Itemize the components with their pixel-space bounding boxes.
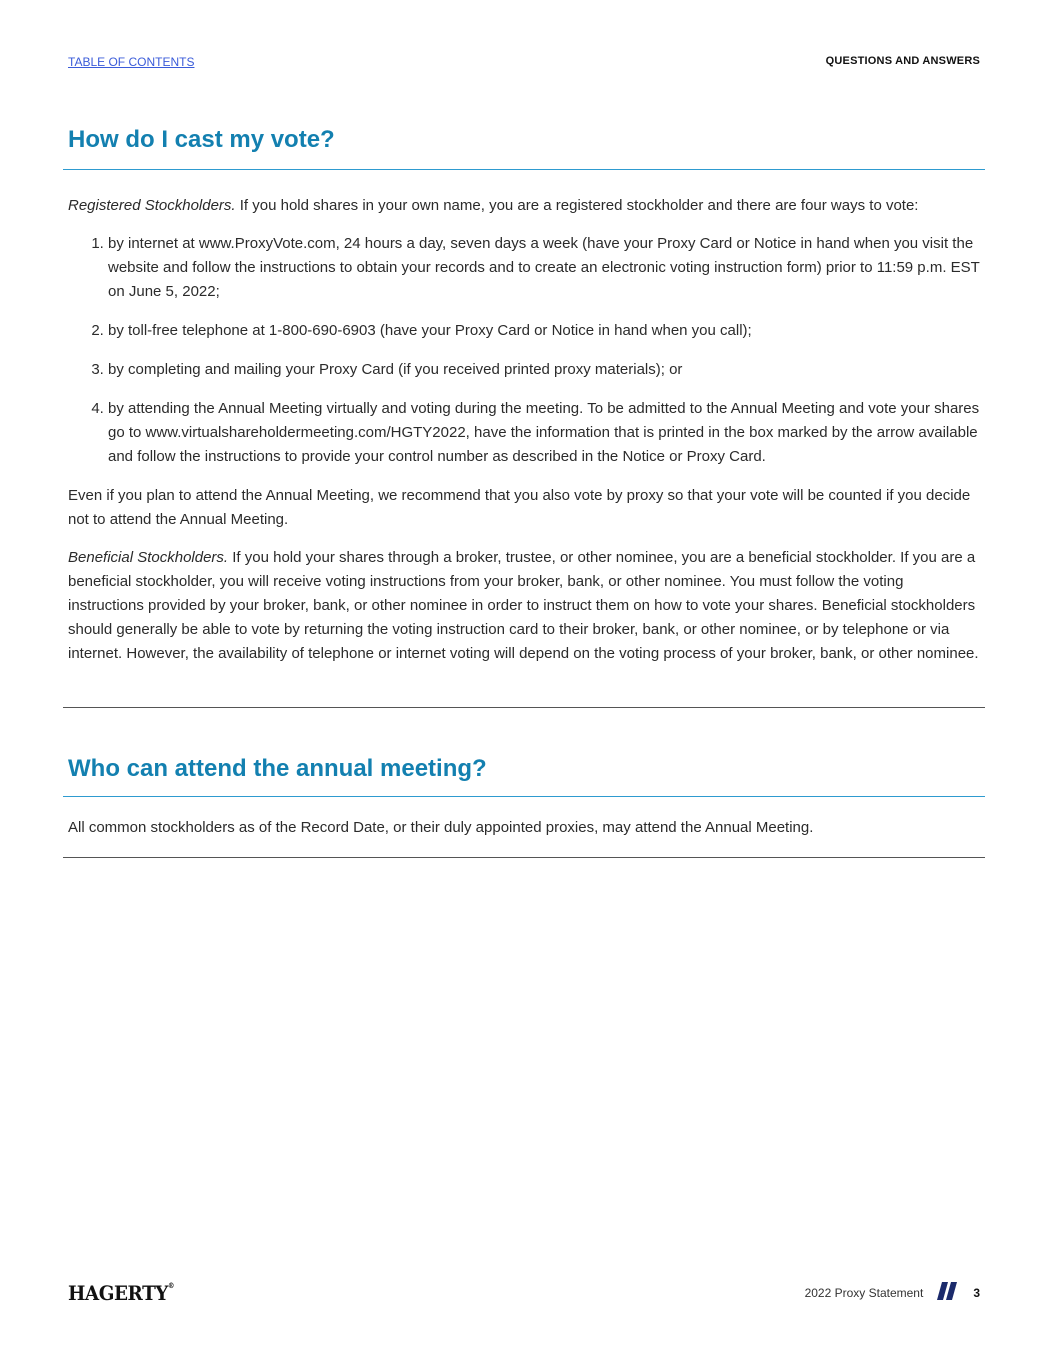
section-label: QUESTIONS AND ANSWERS [825,55,980,67]
registered-label: Registered Stockholders. [68,197,236,214]
even-if-paragraph: Even if you plan to attend the Annual Meeting, we recommend that you also vote by proxy so that your vote will be counted if you decide not to attend the Annual Meeting. [68,487,971,528]
footer-info [805,1282,980,1303]
heading-cast-vote: How do I cast my vote? [68,126,335,153]
beneficial-label: Beneficial Stockholders. [68,549,229,566]
section-divider [63,857,985,858]
beneficial-text: If you hold your shares through a broker, trustee, or other nominee, you are a beneficial stockholder. If you are a beneficial stockholder, you will receive voting instructions from your broker, bank, or other nominee. You must follow the voting instructions provided by your broker, bank, or other nominee in order to instruct them on how to vote your shares. Beneficial stockholders should generally be able to vote by returning the voting instruction card to their broker, bank, or other nominee, or by telephone or via internet. However, the availability of telephone or internet voting will depend on the voting process of your broker, bank, or other nominee. [68,549,979,662]
voting-methods-list [68,232,980,469]
cast-vote-content [68,194,980,680]
table-of-contents-link[interactable]: TABLE OF CONTENTS [68,55,195,69]
attend-meeting-content [68,816,980,854]
registered-paragraph [68,194,980,218]
attend-paragraph: All common stockholders as of the Record Date, or their duly appointed proxies, may attend the Annual Meeting. [68,819,814,836]
heading-rule [63,169,985,170]
hagerty-logo: HAGERTY® [68,1281,174,1305]
section-divider [63,707,985,708]
list-item: 2. by toll-free telephone at 1-800-690-6903 (have your Proxy Card or Notice in hand when you call); [108,319,980,343]
beneficial-paragraph [68,546,980,666]
document-title: 2022 Proxy Statement [804,1285,924,1300]
heading-rule [63,796,985,797]
list-item: 1. by internet at www.ProxyVote.com, 24 hours a day, seven days a week (have your Proxy Card or Notice in hand when you visit the website and follow the instructions to obtain your records and to create an electronic voting instruction form) prior to 11:59 p.m. EST on June 5, 2022; [108,232,980,304]
list-item: 4. by attending the Annual Meeting virtually and voting during the meeting. To be admitted to the Annual Meeting and vote your shares go to www.virtualshareholdermeeting.com/HGTY2022, have the information that is printed in the box marked by the arrow available and follow the instructions to provide your control number as described in the Notice or Proxy Card. [108,397,980,469]
list-item: 3. by completing and mailing your Proxy Card (if you received printed proxy materials); or [108,358,980,382]
double-slash-mark-icon [937,1282,959,1303]
heading-attend-meeting: Who can attend the annual meeting? [68,755,487,782]
registered-text: If you hold shares in your own name, you are a registered stockholder and there are four ways to vote: [235,197,919,214]
page-number: 3 [973,1285,980,1300]
